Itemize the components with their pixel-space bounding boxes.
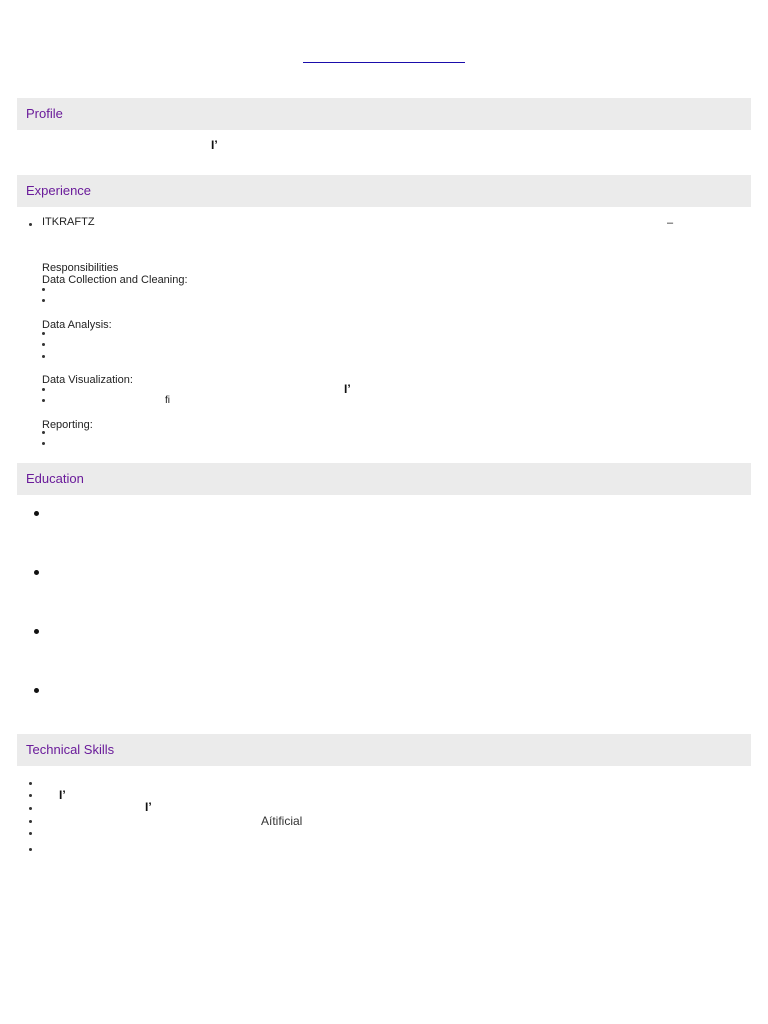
- list-bullet: [42, 399, 45, 402]
- analysis-heading: Data Analysis:: [42, 319, 112, 331]
- visualization-glyph: I’: [344, 382, 351, 396]
- reporting-heading: Reporting:: [42, 419, 93, 431]
- list-bullet: [42, 332, 45, 335]
- skills-glyph: I’: [59, 788, 66, 802]
- list-bullet: [42, 288, 45, 291]
- header-link-underline[interactable]: [303, 62, 465, 63]
- responsibilities-label: Responsibilities: [42, 262, 119, 274]
- skills-bullet: [29, 848, 32, 851]
- education-bullet: [34, 511, 39, 516]
- collection-heading: Data Collection and Cleaning:: [42, 274, 188, 286]
- profile-section-header: Profile: [17, 98, 751, 130]
- education-bullet: [34, 688, 39, 693]
- skills-bullet: [29, 820, 32, 823]
- visualization-heading: Data Visualization:: [42, 374, 133, 386]
- experience-section-header: Experience: [17, 175, 751, 207]
- list-bullet: [42, 442, 45, 445]
- skills-text: Aítificial: [261, 814, 303, 828]
- profile-text-glyph: I’: [211, 138, 218, 152]
- skills-bullet: [29, 832, 32, 835]
- skills-bullet: [29, 782, 32, 785]
- date-separator: –: [667, 217, 674, 229]
- skills-bullet: [29, 807, 32, 810]
- education-bullet: [34, 570, 39, 575]
- skills-bullet: [29, 794, 32, 797]
- education-bullet: [34, 629, 39, 634]
- list-bullet: [42, 431, 45, 434]
- education-section-header: Education: [17, 463, 751, 495]
- list-bullet: [42, 355, 45, 358]
- list-bullet: [42, 299, 45, 302]
- list-bullet: [42, 388, 45, 391]
- company-name: ITKRAFTZ: [42, 216, 95, 228]
- list-bullet: [42, 343, 45, 346]
- skills-glyph: I’: [145, 800, 152, 814]
- technical-skills-section-header: Technical Skills: [17, 734, 751, 766]
- visualization-small-glyph: fi: [165, 395, 170, 406]
- experience-bullet: [29, 223, 32, 226]
